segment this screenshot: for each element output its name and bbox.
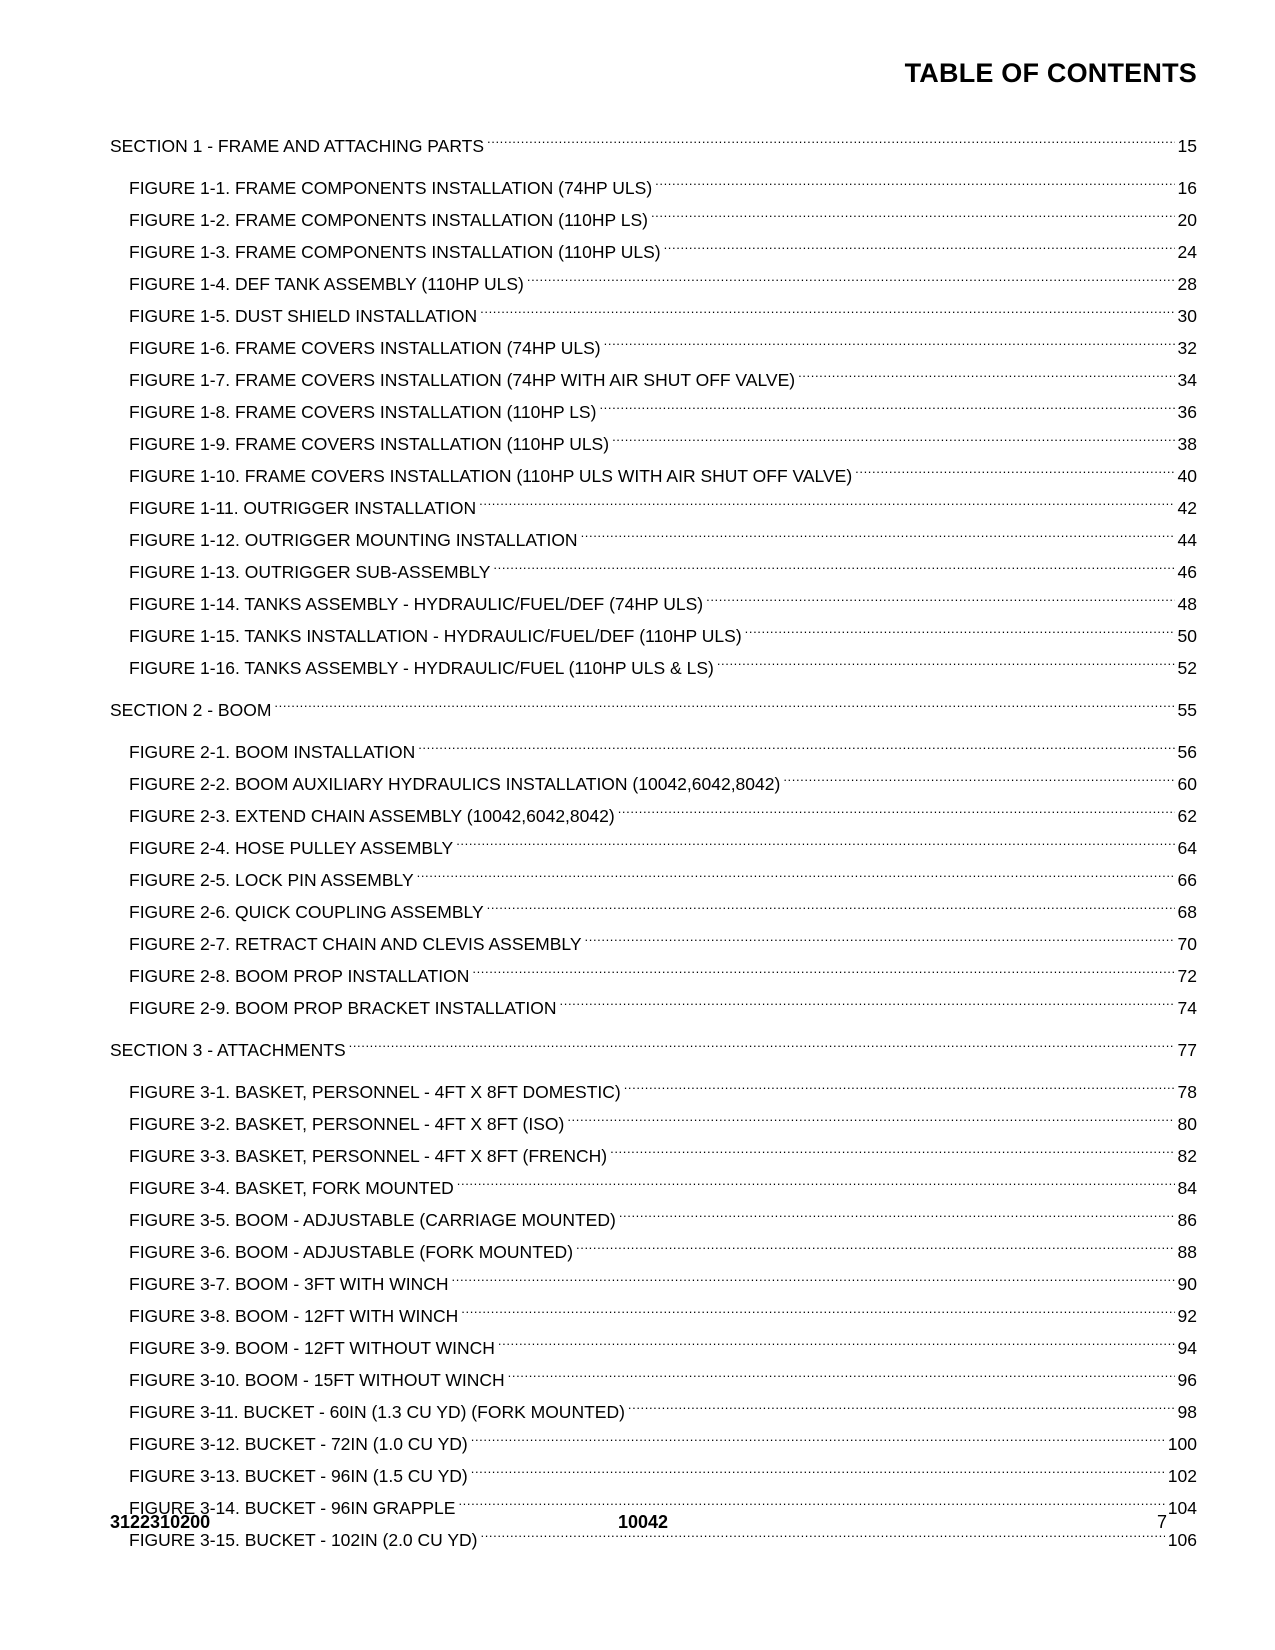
dot-leader (418, 741, 1174, 759)
toc-entry-title: FIGURE 1-8. FRAME COVERS INSTALLATION (110HP LS) (129, 402, 597, 422)
toc-figure-entry[interactable] (110, 1300, 1197, 1332)
toc-entry-title: FIGURE 3-9. BOOM - 12FT WITHOUT WINCH (129, 1338, 495, 1358)
toc-entry-title: FIGURE 2-3. EXTEND CHAIN ASSEMBLY (10042,6042,8042) (129, 806, 615, 826)
toc-entry-page-number: 28 (1177, 274, 1197, 294)
toc-entry-page-number: 60 (1177, 774, 1197, 794)
toc-entry-page-number: 48 (1177, 594, 1197, 614)
toc-entry-page-number: 40 (1177, 466, 1197, 486)
dot-leader (480, 305, 1174, 323)
toc-figure-entry[interactable] (110, 652, 1197, 684)
dot-leader (610, 1145, 1174, 1163)
toc-entry-title: FIGURE 3-11. BUCKET - 60IN (1.3 CU YD) (FORK MOUNTED) (129, 1402, 625, 1422)
toc-figure-entry[interactable] (110, 204, 1197, 236)
toc-entry-page-number: 104 (1167, 1498, 1197, 1518)
dot-leader (487, 135, 1175, 153)
dot-leader (349, 1039, 1175, 1057)
toc-figure-entry[interactable] (110, 1236, 1197, 1268)
toc-entry-title: FIGURE 1-9. FRAME COVERS INSTALLATION (110HP ULS) (129, 434, 610, 454)
toc-entry-page-number: 56 (1177, 742, 1197, 762)
toc-figure-entry[interactable] (110, 1332, 1197, 1364)
toc-entry-page-number: 68 (1177, 902, 1197, 922)
toc-entry-title: FIGURE 1-1. FRAME COMPONENTS INSTALLATION (74HP ULS) (129, 178, 653, 198)
dot-leader (576, 1241, 1175, 1259)
toc-entry-title: FIGURE 3-2. BASKET, PERSONNEL - 4FT X 8FT (ISO) (129, 1114, 565, 1134)
toc-entry-page-number: 72 (1177, 966, 1197, 986)
toc-entry-page-number: 44 (1177, 530, 1197, 550)
toc-entry-title: FIGURE 1-16. TANKS ASSEMBLY - HYDRAULIC/FUEL (110HP ULS & LS) (129, 658, 714, 678)
toc-entry-page-number: 106 (1167, 1530, 1197, 1550)
toc-figure-entry[interactable] (110, 524, 1197, 556)
toc-entry-title: FIGURE 2-5. LOCK PIN ASSEMBLY (129, 870, 414, 890)
toc-figure-entry[interactable] (110, 928, 1197, 960)
dot-leader (527, 273, 1175, 291)
dot-leader (783, 773, 1174, 791)
dot-leader (508, 1369, 1175, 1387)
dot-leader (585, 933, 1175, 951)
toc-entry-title: FIGURE 3-5. BOOM - ADJUSTABLE (CARRIAGE MOUNTED) (129, 1210, 616, 1230)
toc-figure-entry[interactable] (110, 992, 1197, 1024)
toc-entry-title: FIGURE 1-13. OUTRIGGER SUB-ASSEMBLY (129, 562, 491, 582)
toc-entry-page-number: 52 (1177, 658, 1197, 678)
dot-leader (452, 1273, 1175, 1291)
toc-entry-title: FIGURE 3-6. BOOM - ADJUSTABLE (FORK MOUNTED) (129, 1242, 574, 1262)
toc-entry-page-number: 42 (1177, 498, 1197, 518)
toc-entry-page-number: 50 (1177, 626, 1197, 646)
toc-entry-page-number: 36 (1177, 402, 1197, 422)
toc-entry-title: FIGURE 3-14. BUCKET - 96IN GRAPPLE (129, 1498, 456, 1518)
toc-entry-page-number: 30 (1177, 306, 1197, 326)
dot-leader (855, 465, 1174, 483)
table-of-contents (110, 130, 1197, 1556)
dot-leader (479, 497, 1174, 515)
toc-entry-title: FIGURE 1-7. FRAME COVERS INSTALLATION (74HP WITH AIR SHUT OFF VALVE) (129, 370, 796, 390)
toc-figure-entry[interactable] (110, 1108, 1197, 1140)
toc-figure-entry[interactable] (110, 396, 1197, 428)
toc-figure-entry[interactable] (110, 1140, 1197, 1172)
toc-entry-title: FIGURE 1-10. FRAME COVERS INSTALLATION (110HP ULS WITH AIR SHUT OFF VALVE) (129, 466, 853, 486)
toc-entry-page-number: 62 (1177, 806, 1197, 826)
page-title: TABLE OF CONTENTS (904, 58, 1197, 88)
toc-figure-entry[interactable] (110, 460, 1197, 492)
toc-entry-title: FIGURE 2-6. QUICK COUPLING ASSEMBLY (129, 902, 484, 922)
toc-entry-title: FIGURE 3-4. BASKET, FORK MOUNTED (129, 1178, 454, 1198)
dot-leader (655, 177, 1174, 195)
toc-entry-title: FIGURE 2-9. BOOM PROP BRACKET INSTALLATION (129, 998, 557, 1018)
dot-leader (717, 657, 1175, 675)
toc-entry-title: FIGURE 2-7. RETRACT CHAIN AND CLEVIS ASSEMBLY (129, 934, 582, 954)
toc-entry-title: FIGURE 2-1. BOOM INSTALLATION (129, 742, 416, 762)
toc-entry-title: FIGURE 3-1. BASKET, PERSONNEL - 4FT X 8FT DOMESTIC) (129, 1082, 621, 1102)
dot-leader (612, 433, 1174, 451)
toc-figure-entry[interactable] (110, 268, 1197, 300)
dot-leader (493, 561, 1174, 579)
toc-entry-page-number: 78 (1177, 1082, 1197, 1102)
toc-figure-entry[interactable] (110, 364, 1197, 396)
dot-leader (461, 1305, 1174, 1323)
toc-entry-page-number: 32 (1177, 338, 1197, 358)
toc-entry-title: FIGURE 1-5. DUST SHIELD INSTALLATION (129, 306, 478, 326)
toc-entry-page-number: 102 (1167, 1466, 1197, 1486)
toc-figure-entry[interactable] (110, 960, 1197, 992)
toc-entry-page-number: 82 (1177, 1146, 1197, 1166)
toc-section-entry[interactable] (110, 130, 1197, 162)
dot-leader (417, 869, 1175, 887)
toc-entry-title: SECTION 3 - ATTACHMENTS (110, 1040, 346, 1060)
toc-entry-title: FIGURE 1-6. FRAME COVERS INSTALLATION (74HP ULS) (129, 338, 601, 358)
toc-entry-title: FIGURE 1-14. TANKS ASSEMBLY - HYDRAULIC/FUEL/DEF (74HP ULS) (129, 594, 704, 614)
toc-figure-entry[interactable] (110, 1364, 1197, 1396)
dot-leader (472, 965, 1174, 983)
toc-figure-entry[interactable] (110, 172, 1197, 204)
toc-entry-title: FIGURE 2-8. BOOM PROP INSTALLATION (129, 966, 470, 986)
dot-leader (619, 1209, 1175, 1227)
dot-leader (581, 529, 1175, 547)
dot-leader (599, 401, 1174, 419)
toc-figure-entry[interactable] (110, 1204, 1197, 1236)
dot-leader (471, 1465, 1165, 1483)
toc-figure-entry[interactable] (110, 832, 1197, 864)
toc-entry-title: SECTION 2 - BOOM (110, 700, 272, 720)
toc-figure-entry[interactable] (110, 556, 1197, 588)
toc-entry-page-number: 70 (1177, 934, 1197, 954)
dot-leader (624, 1081, 1175, 1099)
dot-leader (604, 337, 1175, 355)
toc-entry-title: FIGURE 2-4. HOSE PULLEY ASSEMBLY (129, 838, 454, 858)
dot-leader (498, 1337, 1175, 1355)
toc-entry-title: FIGURE 3-3. BASKET, PERSONNEL - 4FT X 8FT (FRENCH) (129, 1146, 608, 1166)
dot-leader (457, 1177, 1175, 1195)
toc-entry-title: FIGURE 3-13. BUCKET - 96IN (1.5 CU YD) (129, 1466, 468, 1486)
toc-entry-page-number: 38 (1177, 434, 1197, 454)
footer-model-number: 10042 (618, 1512, 669, 1532)
toc-figure-entry[interactable] (110, 1172, 1197, 1204)
toc-entry-page-number: 16 (1177, 178, 1197, 198)
toc-entry-page-number: 94 (1177, 1338, 1197, 1358)
toc-section-entry[interactable] (110, 1034, 1197, 1066)
toc-figure-entry[interactable] (110, 428, 1197, 460)
toc-entry-title: SECTION 1 - FRAME AND ATTACHING PARTS (110, 136, 485, 156)
dot-leader (456, 837, 1174, 855)
toc-entry-page-number: 90 (1177, 1274, 1197, 1294)
dot-leader (618, 805, 1175, 823)
toc-entry-title: FIGURE 3-8. BOOM - 12FT WITH WINCH (129, 1306, 459, 1326)
toc-entry-title: FIGURE 1-4. DEF TANK ASSEMBLY (110HP ULS) (129, 274, 524, 294)
toc-figure-entry[interactable] (110, 736, 1197, 768)
toc-section-entry[interactable] (110, 694, 1197, 726)
dot-leader (628, 1401, 1175, 1419)
toc-entry-title: FIGURE 3-7. BOOM - 3FT WITH WINCH (129, 1274, 449, 1294)
dot-leader (567, 1113, 1174, 1131)
toc-entry-title: FIGURE 1-2. FRAME COMPONENTS INSTALLATION (110HP LS) (129, 210, 648, 230)
toc-entry-page-number: 24 (1177, 242, 1197, 262)
dot-leader (560, 997, 1175, 1015)
footer-page-number: 7 (1156, 1512, 1167, 1532)
toc-figure-entry[interactable] (110, 332, 1197, 364)
toc-figure-entry[interactable] (110, 1396, 1197, 1428)
toc-figure-entry[interactable] (110, 864, 1197, 896)
dot-leader (487, 901, 1175, 919)
toc-entry-page-number: 74 (1177, 998, 1197, 1018)
dot-leader (706, 593, 1174, 611)
toc-entry-page-number: 55 (1177, 700, 1197, 720)
dot-leader (798, 369, 1174, 387)
toc-entry-title: FIGURE 1-12. OUTRIGGER MOUNTING INSTALLATION (129, 530, 578, 550)
toc-figure-entry[interactable] (110, 300, 1197, 332)
toc-entry-page-number: 88 (1177, 1242, 1197, 1262)
toc-figure-entry[interactable] (110, 236, 1197, 268)
toc-entry-page-number: 86 (1177, 1210, 1197, 1230)
toc-entry-page-number: 80 (1177, 1114, 1197, 1134)
toc-entry-page-number: 84 (1177, 1178, 1197, 1198)
toc-entry-title: FIGURE 3-10. BOOM - 15FT WITHOUT WINCH (129, 1370, 505, 1390)
toc-entry-page-number: 100 (1167, 1434, 1197, 1454)
toc-entry-page-number: 20 (1177, 210, 1197, 230)
dot-leader (664, 241, 1175, 259)
toc-entry-page-number: 64 (1177, 838, 1197, 858)
toc-figure-entry[interactable] (110, 768, 1197, 800)
toc-figure-entry[interactable] (110, 1076, 1197, 1108)
toc-entry-title: FIGURE 2-2. BOOM AUXILIARY HYDRAULICS INSTALLATION (10042,6042,8042) (129, 774, 781, 794)
page-footer (110, 1512, 1197, 1536)
toc-entry-page-number: 92 (1177, 1306, 1197, 1326)
toc-entry-page-number: 66 (1177, 870, 1197, 890)
toc-figure-entry[interactable] (110, 588, 1197, 620)
toc-entry-page-number: 77 (1177, 1040, 1197, 1060)
dot-leader (651, 209, 1175, 227)
toc-entry-title: FIGURE 1-11. OUTRIGGER INSTALLATION (129, 498, 477, 518)
dot-leader (274, 699, 1174, 717)
toc-entry-page-number: 15 (1177, 136, 1197, 156)
toc-entry-page-number: 98 (1177, 1402, 1197, 1422)
toc-entry-page-number: 34 (1177, 370, 1197, 390)
dot-leader (745, 625, 1175, 643)
toc-entry-page-number: 96 (1177, 1370, 1197, 1390)
toc-figure-entry[interactable] (110, 492, 1197, 524)
toc-entry-title: FIGURE 1-3. FRAME COMPONENTS INSTALLATION (110HP ULS) (129, 242, 661, 262)
footer-document-number: 3122310200 (110, 1512, 211, 1532)
toc-figure-entry[interactable] (110, 1460, 1197, 1492)
toc-figure-entry[interactable] (110, 1428, 1197, 1460)
toc-figure-entry[interactable] (110, 1268, 1197, 1300)
toc-entry-page-number: 46 (1177, 562, 1197, 582)
toc-entry-title: FIGURE 3-15. BUCKET - 102IN (2.0 CU YD) (129, 1530, 478, 1550)
toc-entry-title: FIGURE 1-15. TANKS INSTALLATION - HYDRAULIC/FUEL/DEF (110HP ULS) (129, 626, 742, 646)
dot-leader (471, 1433, 1165, 1451)
toc-figure-entry[interactable] (110, 896, 1197, 928)
toc-figure-entry[interactable] (110, 800, 1197, 832)
toc-figure-entry[interactable] (110, 620, 1197, 652)
toc-entry-title: FIGURE 3-12. BUCKET - 72IN (1.0 CU YD) (129, 1434, 468, 1454)
